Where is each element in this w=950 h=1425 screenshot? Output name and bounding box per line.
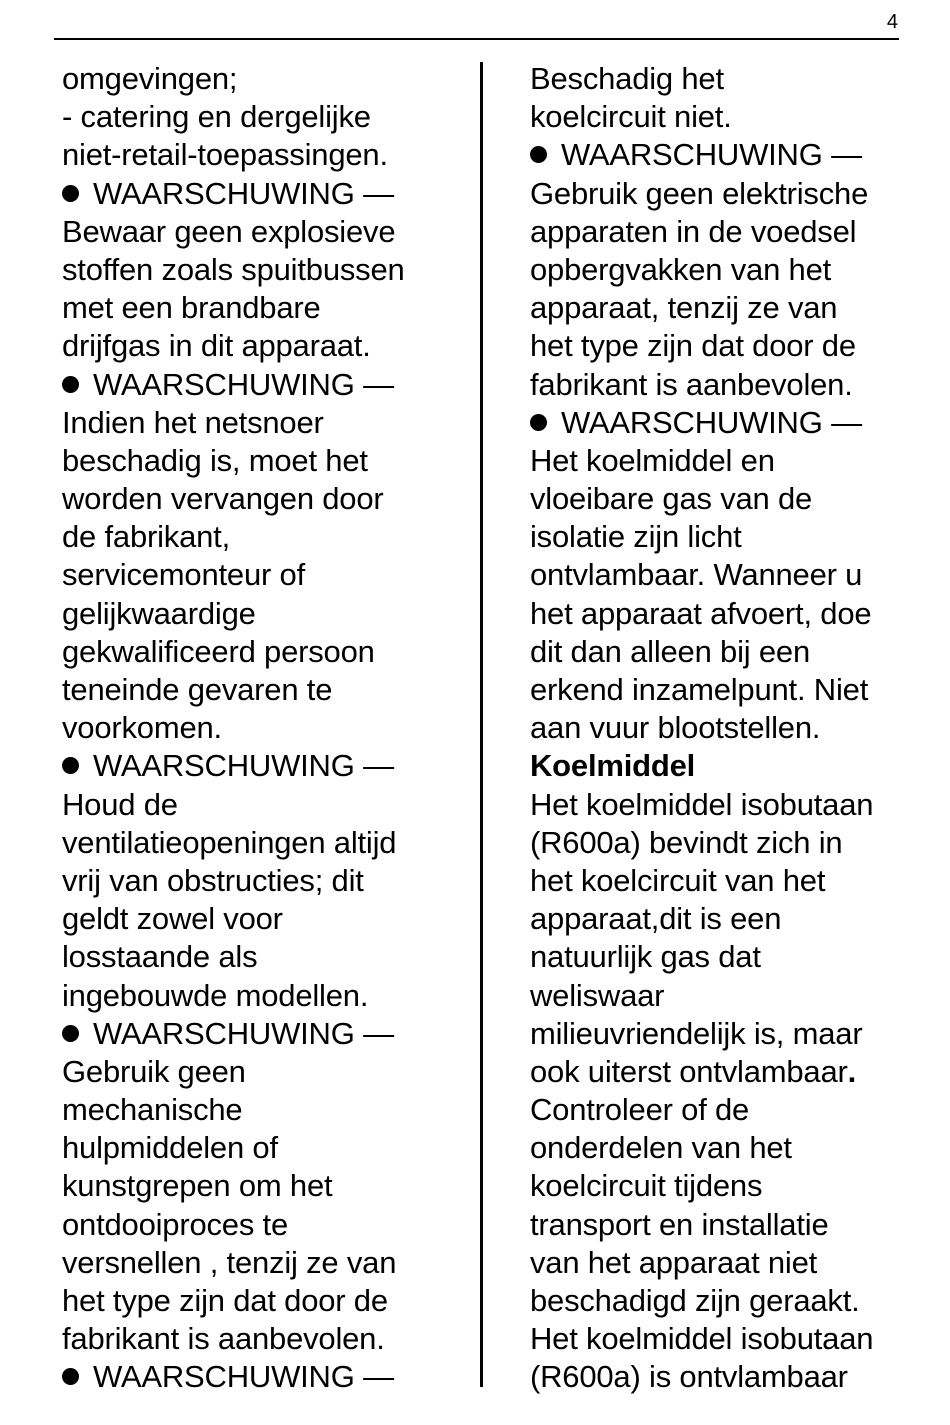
line-text: teneinde gevaren te [62,672,333,707]
text-line [62,671,472,709]
line-text: koelcircuit niet. [530,99,732,135]
text-line [62,900,472,938]
line-text: erkend inzamelpunt. Niet [530,672,869,707]
line-text: Beschadig het [530,61,724,96]
line-text: met een brandbare [62,290,321,326]
text-line [62,595,472,633]
text-line [62,442,472,480]
line-text: aan vuur blootstellen. [530,710,821,746]
line-text: gekwalificeerd persoon [62,633,375,669]
line-text: koelcircuit tijdens [530,1168,763,1204]
text-line [62,98,472,136]
line-text: Het koelmiddel en [530,442,775,478]
text-line [62,1091,472,1129]
text-line [530,518,935,556]
line-text: apparaat,dit is een [530,901,782,937]
line-text: - catering en dergelijke [62,99,371,135]
line-text: WAARSCHUWING — [93,748,394,784]
text-line [62,251,472,289]
line-text: opbergvakken van het [530,251,832,287]
line-text: hulpmiddelen of [62,1130,278,1166]
line-text: weliswaar [530,977,665,1013]
text-line [530,1167,935,1205]
line-text: Controleer of de [530,1092,750,1128]
text-line [62,213,472,251]
text-line [530,900,935,938]
line-text: onderdelen van het [530,1130,792,1166]
text-line [62,709,472,747]
line-text: het type zijn dat door de [62,1283,388,1318]
text-line [530,213,935,251]
text-line [530,824,935,862]
line-text: ontdooiproces te [62,1206,289,1242]
line-text: mechanische [62,1092,243,1128]
text-line [530,289,935,327]
left-column [62,60,472,1397]
line-text: (R600a) bevindt zich in [530,824,843,860]
line-text: WAARSCHUWING — [561,137,862,173]
line-text: Het koelmiddel isobutaan [530,1321,874,1357]
text-line [62,1053,472,1091]
text-line [62,1167,472,1205]
warning-line [62,366,472,404]
text-line [530,862,935,900]
text-line [530,1091,935,1129]
line-text: niet-retail-toepassingen. [62,137,388,173]
line-text: transport en installatie [530,1206,829,1242]
line-text-tail: . [847,1053,857,1089]
text-line [530,786,935,824]
line-text: gelijkwaardige [62,595,256,631]
line-text: het type zijn dat door de [530,328,856,364]
right-column [530,60,935,1397]
line-text: Gebruik geen elektrische [530,175,869,211]
warning-line [62,1015,472,1053]
text-line [62,862,472,900]
line-text: vrij van obstructies; dit [62,862,364,898]
warning-line [530,136,935,174]
text-line [62,327,472,365]
warning-line [62,175,472,213]
line-text: beschadig is, moet het [62,442,368,478]
line-text: Bewaar geen explosieve [62,213,396,249]
text-line [62,480,472,518]
bullet-icon [62,757,79,774]
line-text: Het koelmiddel isobutaan [530,786,874,822]
text-line [530,1244,935,1282]
line-text: WAARSCHUWING — [93,175,394,211]
text-line [530,98,935,136]
line-text: ventilatieopeningen altijd [62,824,397,860]
text-line [530,442,935,480]
bullet-icon [530,414,547,431]
line-text: natuurlijk gas dat [530,939,761,975]
line-text: ontvlambaar. Wanneer u [530,557,863,593]
text-line [530,327,935,365]
section-heading [530,747,935,785]
line-text: servicemonteur of [62,557,305,593]
text-line [530,709,935,747]
line-text: milieuvriendelijk is, maar [530,1015,863,1051]
text-line [530,1129,935,1167]
text-line [530,60,935,98]
text-line [62,518,472,556]
line-text: ook uiterst ontvlambaar [530,1053,848,1089]
column-divider [480,62,483,1387]
text-line [530,1206,935,1244]
text-line [530,1015,935,1053]
text-line [62,136,472,174]
text-line [530,1282,935,1320]
line-text: apparaten in de voedsel [530,213,857,249]
text-line [62,1206,472,1244]
bullet-icon [62,376,79,393]
line-text: apparaat, tenzij ze van [530,290,838,326]
warning-line [530,404,935,442]
text-line [62,556,472,594]
line-text: van het apparaat niet [530,1244,818,1280]
page-number: 4 [886,11,898,33]
line-text: het apparaat afvoert, doe [530,595,872,631]
line-text: worden vervangen door [62,481,384,517]
line-text: losstaande als [62,939,258,975]
text-line [62,1129,472,1167]
text-line [530,1358,935,1396]
text-line [62,404,472,442]
line-text: versnellen , tenzij ze van [62,1244,397,1280]
text-line [62,1320,472,1358]
line-text: WAARSCHUWING — [93,366,394,402]
bullet-icon [62,1368,79,1385]
line-text: Koelmiddel [530,748,696,784]
text-line [62,1244,472,1282]
text-line [62,786,472,824]
line-text: stoffen zoals spuitbussen [62,251,405,287]
line-text: kunstgrepen om het [62,1168,333,1204]
text-line [62,1282,472,1320]
line-text: WAARSCHUWING — [561,404,862,440]
text-line [530,595,935,633]
text-line [530,977,935,1015]
line-text: WAARSCHUWING — [93,1015,394,1051]
warning-line [62,747,472,785]
line-text: de fabrikant, [62,519,231,555]
line-text: fabrikant is aanbevolen. [62,1321,385,1357]
text-line [62,824,472,862]
line-text: dit dan alleen bij een [530,633,810,669]
text-line [62,289,472,327]
line-text: drijfgas in dit apparaat. [62,328,371,364]
text-line [530,633,935,671]
text-line [62,60,472,98]
text-line [530,480,935,518]
warning-line [62,1358,472,1396]
text-line [530,556,935,594]
line-text: fabrikant is aanbevolen. [530,366,853,402]
line-text: ingebouwde modellen. [62,977,369,1013]
text-line [62,633,472,671]
text-line [62,977,472,1015]
bullet-icon [62,1025,79,1042]
line-text: beschadigd zijn geraakt. [530,1283,860,1318]
line-text: Indien het netsnoer [62,404,324,440]
text-line [530,671,935,709]
text-line [530,366,935,404]
line-text: vloeibare gas van de [530,481,813,517]
line-text: geldt zowel voor [62,901,283,937]
text-line [530,1053,935,1091]
line-text: isolatie zijn licht [530,519,742,555]
line-text: Gebruik geen [62,1053,246,1089]
bullet-icon [530,146,547,163]
bullet-icon [62,185,79,202]
line-text: het koelcircuit van het [530,862,826,898]
line-text: (R600a) is ontvlambaar [530,1359,848,1395]
text-line [530,1320,935,1358]
text-line [530,175,935,213]
header-rule [54,38,899,40]
line-text: omgevingen; [62,61,238,96]
text-line [530,251,935,289]
text-line [530,938,935,976]
line-text: WAARSCHUWING — [93,1359,394,1395]
text-line [62,938,472,976]
line-text: Houd de [62,786,178,822]
line-text: voorkomen. [62,710,222,746]
